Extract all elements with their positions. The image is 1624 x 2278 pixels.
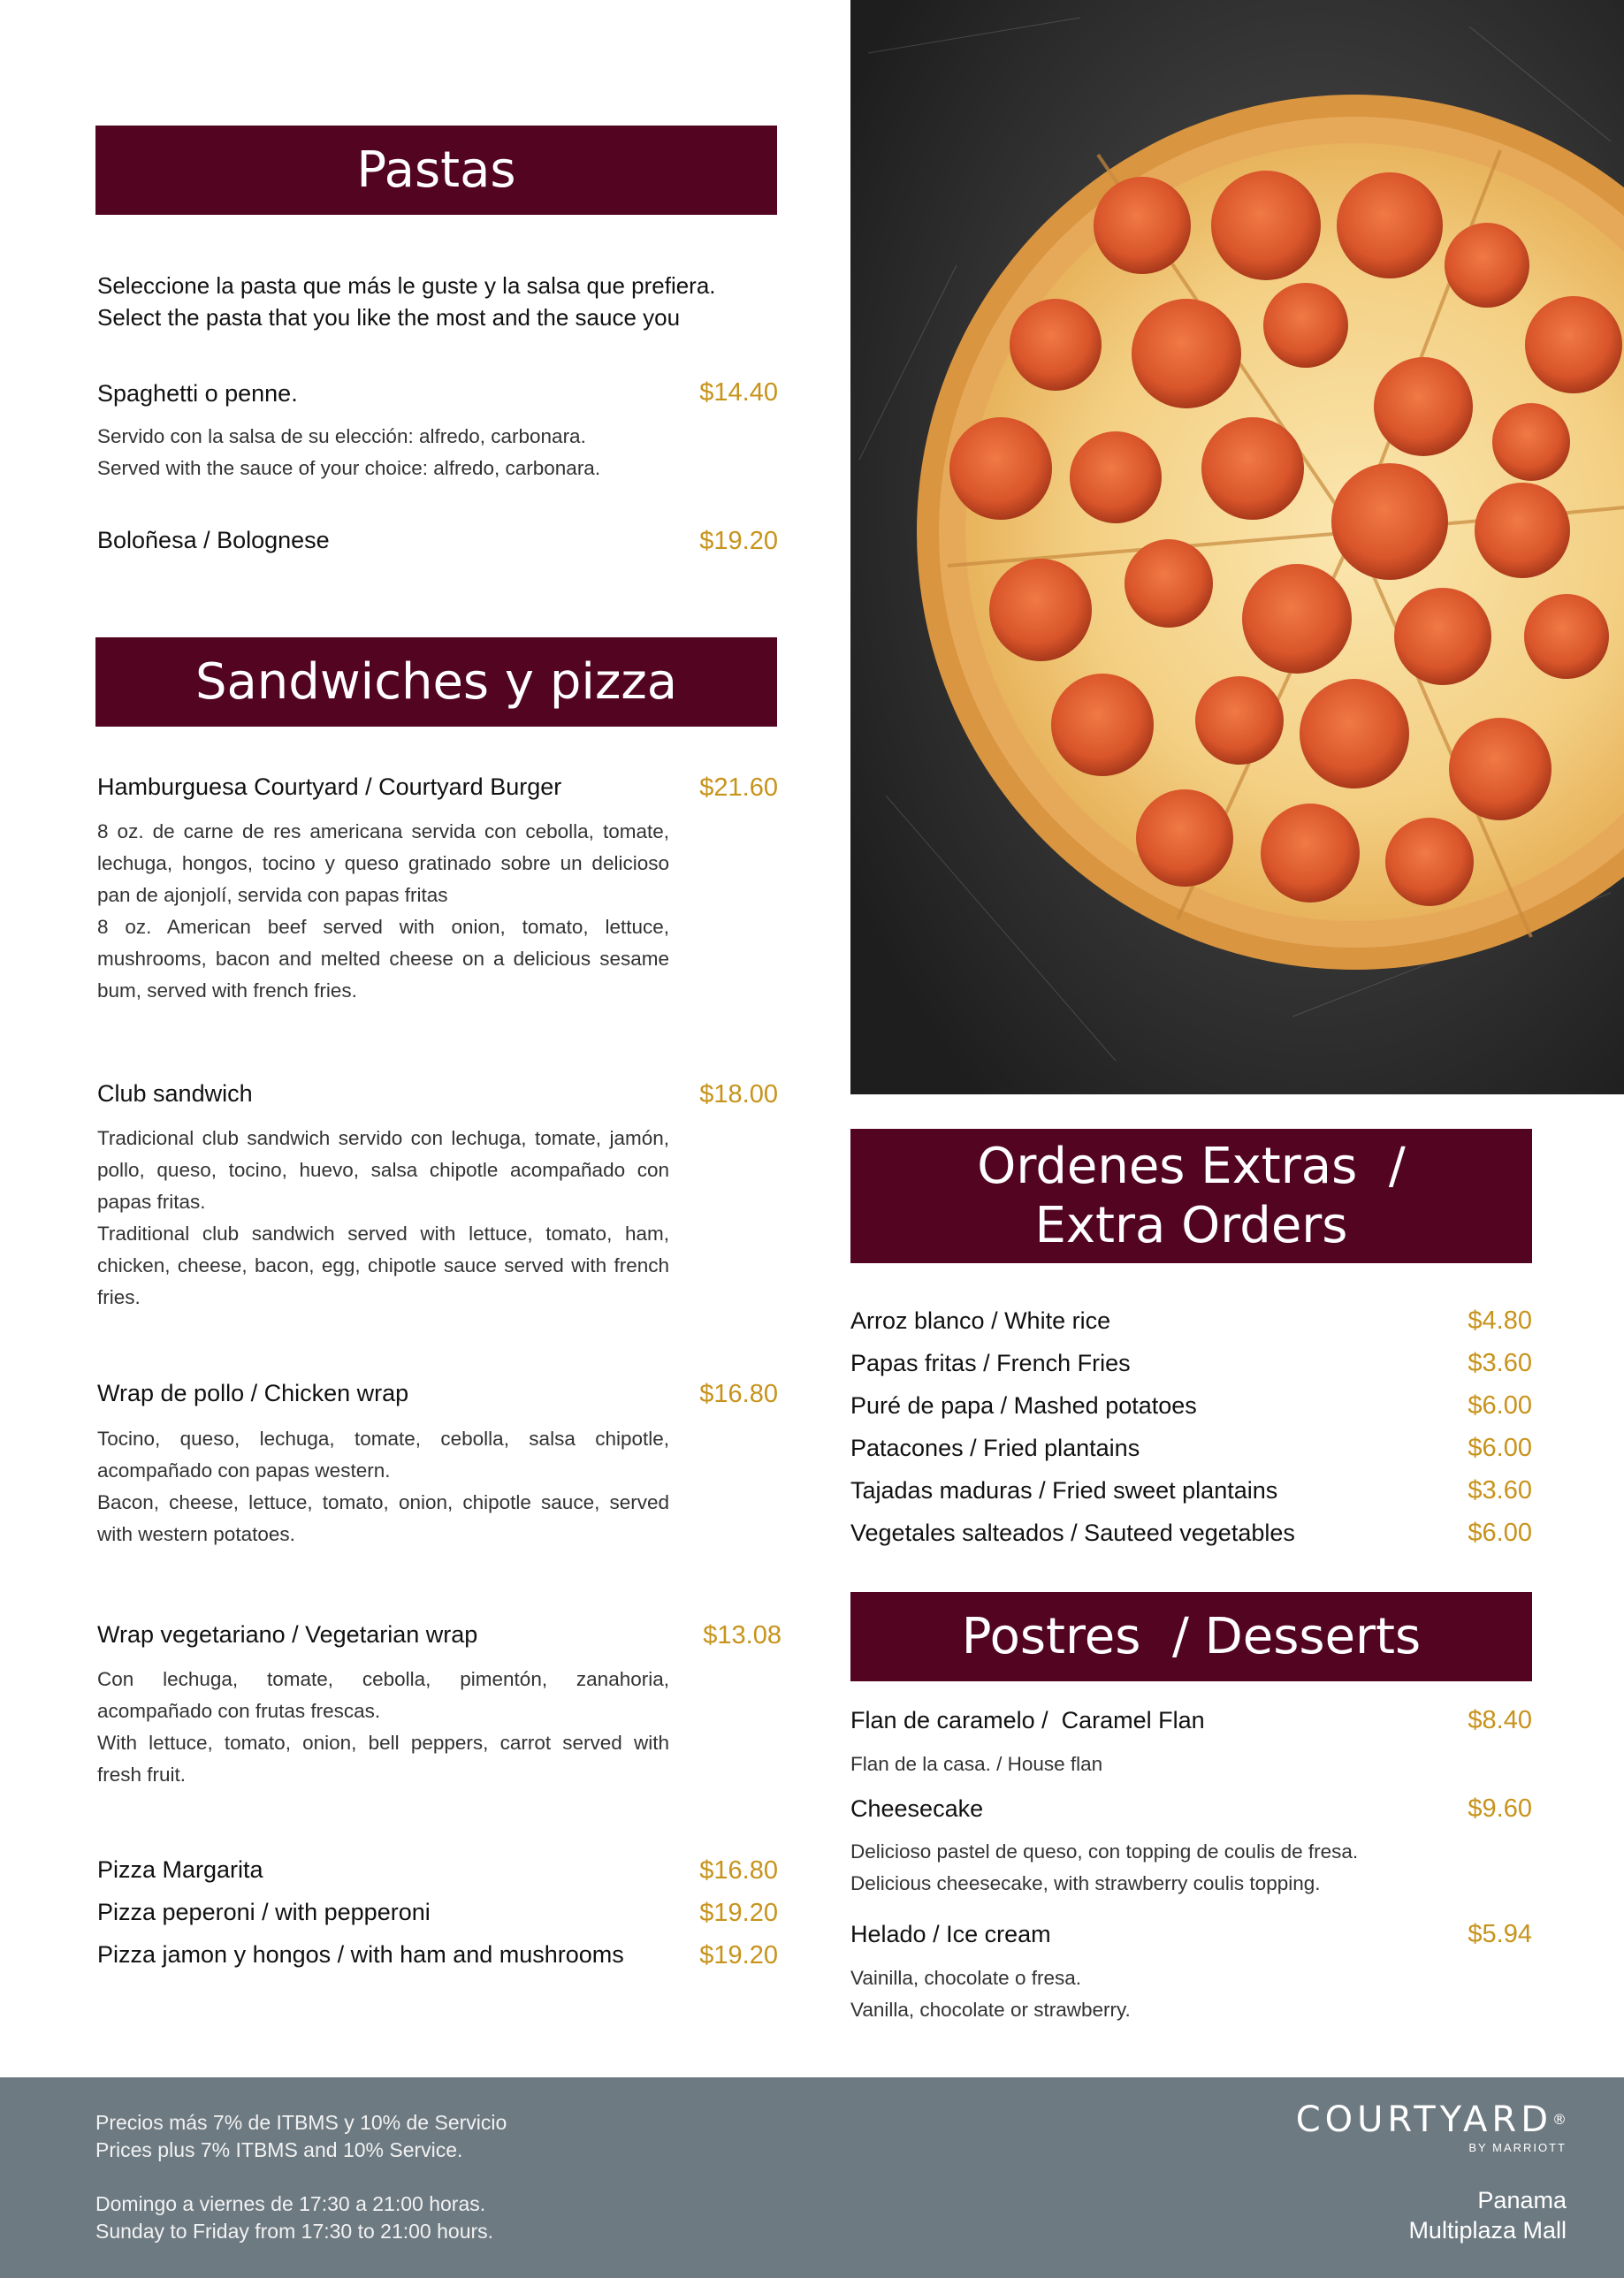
menu-item-name: Spaghetti o penne.	[97, 380, 298, 407]
menu-item-name: Wrap de pollo / Chicken wrap	[97, 1380, 409, 1406]
description-es: Servido con la salsa de su elección: alfredo, carbonara.	[97, 425, 586, 447]
dessert-item	[850, 1706, 1532, 1735]
extra-item-price: $6.00	[1468, 1391, 1532, 1420]
menu-item-name: Pizza jamon y hongos / with ham and mushrooms	[97, 1941, 624, 1968]
menu-item-price: $14.40	[699, 378, 778, 407]
footer-hours-es: Domingo a viernes de 17:30 a 21:00 horas.	[95, 2192, 486, 2215]
description-es: Delicioso pastel de queso, con topping de coulis de fresa.	[850, 1840, 1359, 1863]
courtyard-logo	[1296, 2100, 1567, 2154]
extra-item-name: Puré de papa / Mashed potatoes	[850, 1392, 1197, 1419]
menu-item-price: $19.20	[699, 1941, 778, 1969]
extra-item	[850, 1307, 1532, 1336]
sandwiches-banner	[95, 637, 777, 727]
dessert-item-price: $5.94	[1468, 1920, 1532, 1948]
dessert-item-price: $8.40	[1468, 1706, 1532, 1734]
dessert-item-description	[850, 1748, 1532, 1780]
description-en: With lettuce, tomato, onion, bell peppers, carrot served with fresh fruit.	[97, 1732, 669, 1786]
menu-item-price: $19.20	[699, 527, 778, 555]
description-es: Tradicional club sandwich servido con lechuga, tomate, jamón, pollo, queso, tocino, huevo, salsa chipotle acompañado con papas fritas.	[97, 1127, 669, 1213]
extras-title-line1: Ordenes Extras /	[977, 1137, 1406, 1195]
brand-registered: ®	[1552, 2111, 1567, 2128]
footer	[0, 2077, 1624, 2278]
extra-item	[850, 1476, 1532, 1505]
footer-hours-en: Sunday to Friday from 17:30 to 21:00 hours.	[95, 2220, 494, 2243]
menu-item-name: Boloñesa / Bolognese	[97, 527, 330, 553]
footer-hours	[95, 2190, 493, 2245]
dessert-item	[850, 1794, 1532, 1824]
footer-tax-es: Precios más 7% de ITBMS y 10% de Servicio	[95, 2111, 507, 2134]
dessert-item-name: Flan de caramelo / Caramel Flan	[850, 1707, 1205, 1733]
pastas-intro-en: Select the pasta that you like the most and the sauce you	[97, 304, 681, 331]
menu-item-price: $13.08	[703, 1621, 782, 1649]
location	[1408, 2185, 1567, 2245]
menu-item-price: $16.80	[699, 1856, 778, 1885]
extra-item	[850, 1391, 1532, 1421]
dessert-item-name: Helado / Ice cream	[850, 1921, 1051, 1947]
extra-item-price: $4.80	[1468, 1307, 1532, 1335]
menu-item-price: $21.60	[699, 773, 778, 802]
brand-sub: BY MARRIOTT	[1468, 2141, 1567, 2154]
location-mall: Multiplaza Mall	[1408, 2217, 1567, 2244]
extra-item-name: Tajadas maduras / Fried sweet plantains	[850, 1477, 1278, 1504]
footer-tax-note	[95, 2109, 507, 2164]
pastas-title: Pastas	[356, 141, 516, 199]
description-en: Traditional club sandwich served with lettuce, tomato, ham, chicken, cheese, bacon, egg, chipotle sauce served with french fries.	[97, 1223, 669, 1308]
description-es: Con lechuga, tomate, cebolla, pimentón, zanahoria, acompañado con frutas frescas.	[97, 1668, 669, 1722]
dessert-item	[850, 1920, 1532, 1949]
desserts-title: Postres / Desserts	[961, 1607, 1422, 1665]
pastas-intro	[97, 270, 787, 333]
extra-item-price: $6.00	[1468, 1434, 1532, 1462]
pastas-banner	[95, 126, 777, 215]
menu-item-price: $18.00	[699, 1080, 778, 1109]
menu-item-description	[97, 1423, 669, 1550]
extra-item	[850, 1519, 1532, 1548]
menu-item-name: Hamburguesa Courtyard / Courtyard Burger	[97, 773, 562, 800]
menu-item-name: Wrap vegetariano / Vegetarian wrap	[97, 1621, 478, 1648]
footer-tax-en: Prices plus 7% ITBMS and 10% Service.	[95, 2138, 463, 2161]
dessert-item-description	[850, 1962, 1532, 2026]
menu-item-price: $19.20	[699, 1899, 778, 1927]
extra-item	[850, 1349, 1532, 1378]
menu-item-price: $16.80	[699, 1380, 778, 1408]
extra-item	[850, 1434, 1532, 1463]
pastas-intro-es: Seleccione la pasta que más le guste y la salsa que prefiera.	[97, 272, 716, 299]
extra-item-price: $3.60	[1468, 1349, 1532, 1377]
description-es: Vainilla, chocolate o fresa.	[850, 1967, 1081, 1989]
dessert-item-price: $9.60	[1468, 1794, 1532, 1823]
sandwiches-title: Sandwiches y pizza	[194, 652, 678, 711]
location-city: Panama	[1477, 2187, 1567, 2213]
menu-item-name: Pizza Margarita	[97, 1856, 263, 1883]
dessert-item-name: Cheesecake	[850, 1795, 984, 1822]
description-en: 8 oz. American beef served with onion, tomato, lettuce, mushrooms, bacon and melted cheese on a delicious sesame bum, served with french fries.	[97, 916, 669, 1002]
extra-item-price: $6.00	[1468, 1519, 1532, 1547]
extras-banner	[850, 1129, 1532, 1263]
description-es: 8 oz. de carne de res americana servida con cebolla, tomate, lechuga, hongos, tocino y queso gratinado sobre un delicioso pan de ajonjolí, servida con papas fritas	[97, 820, 669, 906]
extra-item-name: Arroz blanco / White rice	[850, 1307, 1111, 1334]
desserts-banner	[850, 1592, 1532, 1681]
extra-item-price: $3.60	[1468, 1476, 1532, 1505]
description-en: Bacon, cheese, lettuce, tomato, onion, chipotle sauce, served with western potatoes.	[97, 1491, 669, 1545]
description-en: Delicious cheesecake, with strawberry coulis topping.	[850, 1872, 1321, 1894]
extra-item-name: Vegetales salteados / Sauteed vegetables	[850, 1520, 1295, 1546]
description-line: Flan de la casa. / House flan	[850, 1753, 1103, 1775]
dessert-item-description	[850, 1836, 1532, 1900]
extra-item-name: Patacones / Fried plantains	[850, 1435, 1140, 1461]
menu-item-name: Club sandwich	[97, 1080, 253, 1107]
menu-item-description	[97, 1123, 669, 1314]
extras-title-line2: Extra Orders	[1034, 1197, 1348, 1254]
description-es: Tocino, queso, lechuga, tomate, cebolla, salsa chipotle, acompañado con papas western.	[97, 1428, 669, 1482]
brand-name: COURTYARD	[1295, 2099, 1552, 2140]
menu-item-description	[97, 421, 769, 484]
description-en: Served with the sauce of your choice: alfredo, carbonara.	[97, 457, 601, 479]
description-en: Vanilla, chocolate or strawberry.	[850, 1999, 1131, 2021]
menu-item-description	[97, 1664, 669, 1791]
extra-item-name: Papas fritas / French Fries	[850, 1350, 1131, 1376]
pizza-image	[850, 0, 1624, 1094]
menu-item-name: Pizza peperoni / with pepperoni	[97, 1899, 431, 1925]
menu-item-description	[97, 816, 669, 1007]
pepperoni-pizza-photo	[850, 0, 1624, 1094]
